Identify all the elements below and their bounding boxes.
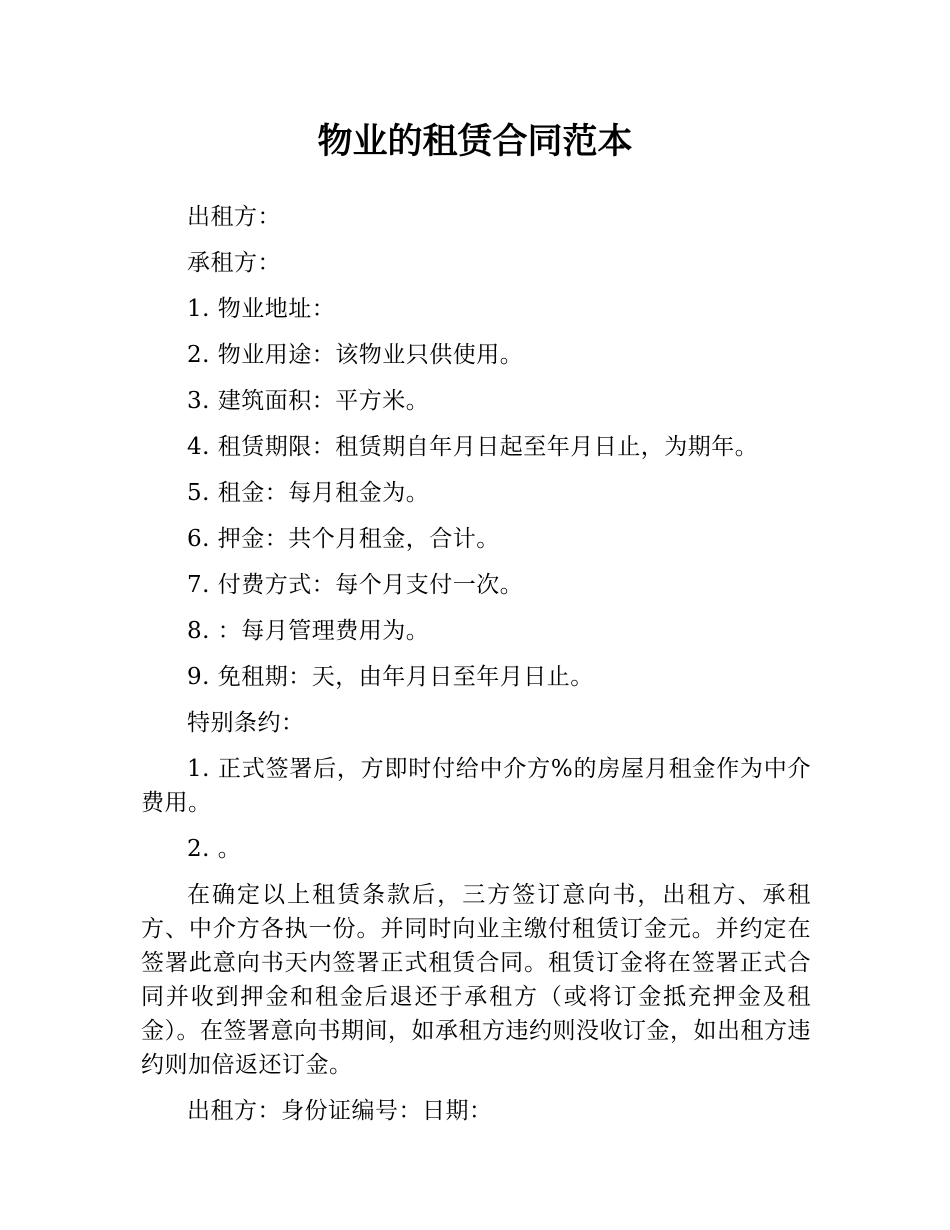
clause-rent: 5. 租金：每月租金为。 — [187, 480, 430, 506]
deposit-agreement-paragraph: 在确定以上租赁条款后，三方签订意向书，出租方、承租方、中介方各执一份。并同时向业主缴付租赁订金元。并约定在签署此意向书天内签署正式租赁合同。租赁订金将在签署正式合同并收到押金和租金后退还于承租方（或将订金抵充押金及租金）。在签署意向书期间，如承租方违约则没收订金，如出租方违约则加倍返还订金。 — [141, 882, 811, 1078]
clause-property-address: 1. 物业地址： — [187, 296, 336, 322]
special-term-1: 1. 正式签署后，方即时付给中介方%的房屋月租金作为中介费用。 — [141, 756, 811, 816]
clause-property-use: 2. 物业用途：该物业只供使用。 — [187, 342, 524, 368]
special-terms-heading: 特别条约： — [187, 710, 305, 736]
clause-deposit: 6. 押金：共个月租金，合计。 — [187, 526, 500, 552]
clause-floor-area: 3. 建筑面积：平方米。 — [187, 388, 430, 414]
lessor-signature-line: 出租方：身份证编号：日期： — [187, 1098, 493, 1124]
clause-payment-method: 7. 付费方式：每个月支付一次。 — [187, 572, 524, 598]
document-title: 物业的租赁合同范本 — [317, 122, 633, 162]
clause-lease-term: 4. 租赁期限：租赁期自年月日起至年月日止，为期年。 — [187, 434, 759, 460]
lessee-line: 承租方： — [187, 250, 281, 276]
lessor-line: 出租方： — [187, 204, 281, 230]
clause-rent-free-period: 9. 免租期：天，由年月日至年月日止。 — [187, 664, 594, 690]
document-body — [141, 200, 811, 1128]
special-term-2: 2. 。 — [187, 836, 242, 862]
clause-management-fee: 8. ：每月管理费用为。 — [187, 618, 430, 644]
